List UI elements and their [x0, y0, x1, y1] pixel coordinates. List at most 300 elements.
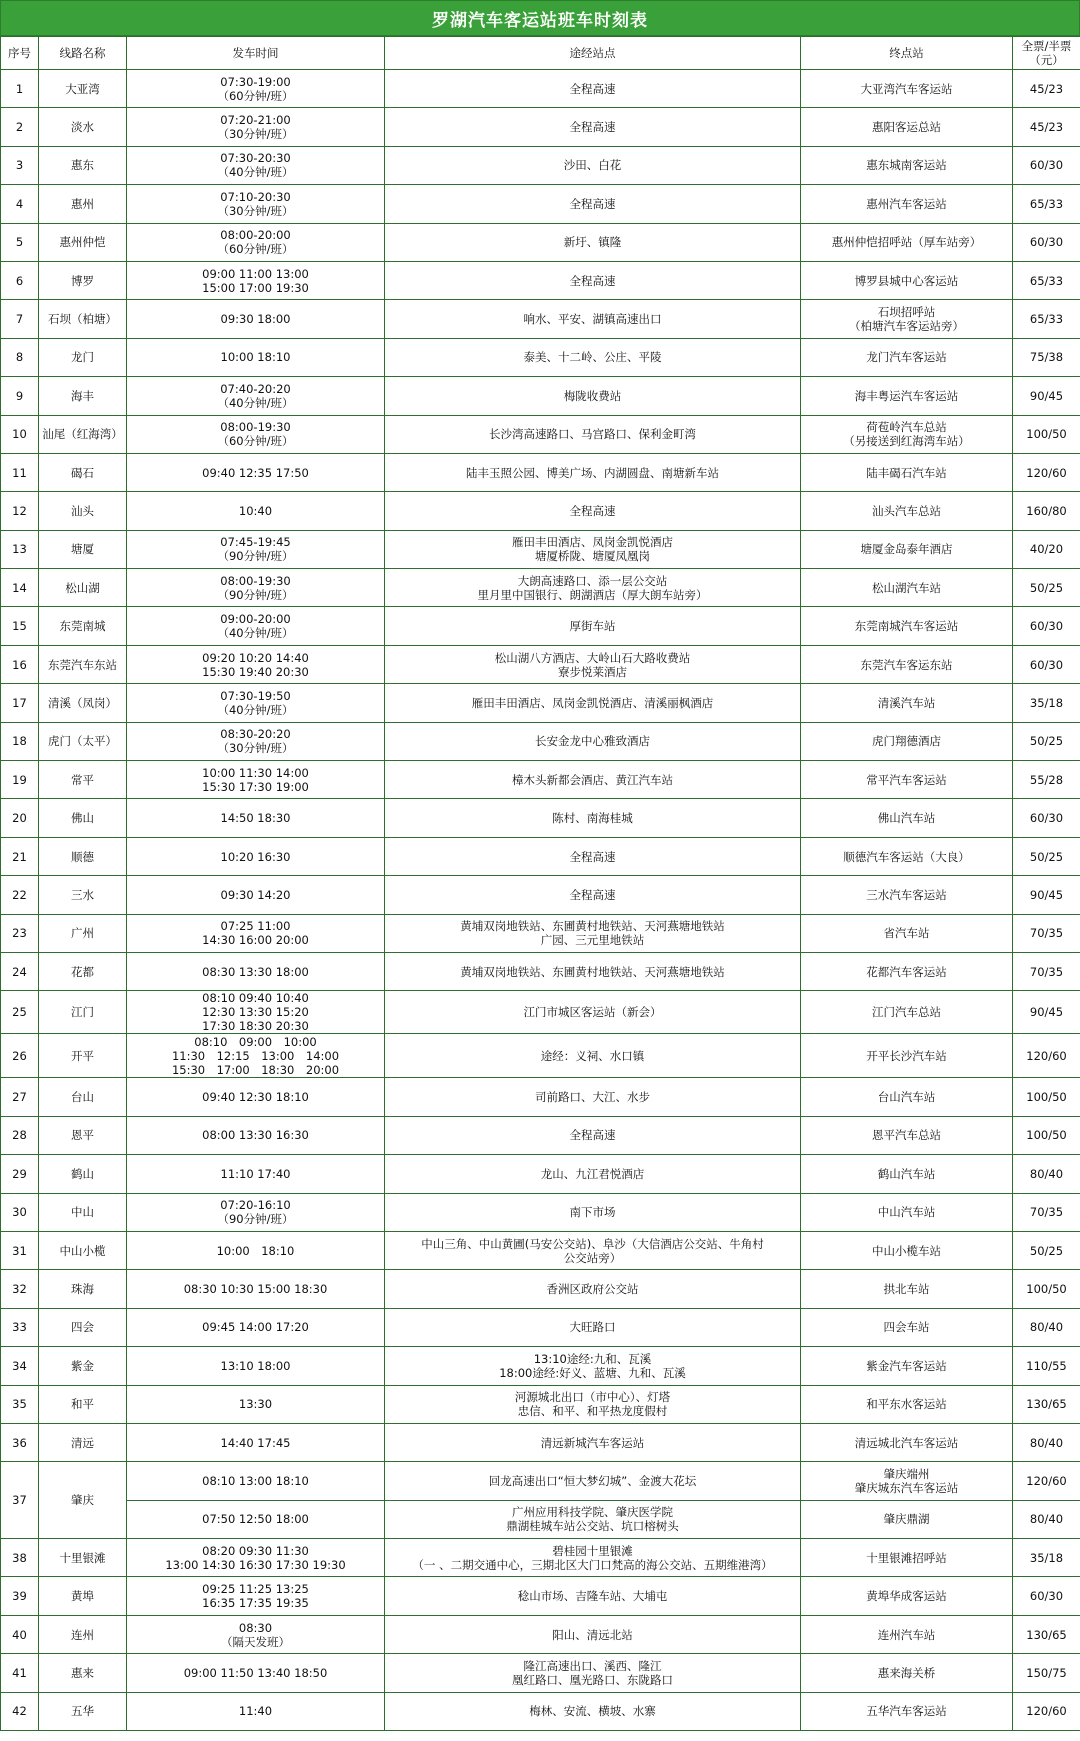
- cell-no: 30: [1, 1193, 39, 1231]
- cell-name: 十里银滩: [39, 1539, 127, 1577]
- cell-name: 大亚湾: [39, 70, 127, 108]
- table-row: [1, 377, 1080, 415]
- cell-via: 梅林、安流、横坡、水寨: [385, 1692, 801, 1730]
- cell-no: 5: [1, 223, 39, 261]
- cell-time: 07:25 11:00 14:30 16:00 20:00: [127, 914, 385, 952]
- table-row: [1, 1078, 1080, 1116]
- cell-time: 08:10 13:00 18:10: [127, 1462, 385, 1500]
- cell-name: 恩平: [39, 1116, 127, 1154]
- cell-via: 大旺路口: [385, 1308, 801, 1346]
- table-row: [1, 1654, 1080, 1692]
- cell-via: 回龙高速出口“恒大梦幻城”、金渡大花坛: [385, 1462, 801, 1500]
- cell-via: 全程高速: [385, 261, 801, 299]
- cell-fare: 110/55: [1013, 1347, 1080, 1385]
- cell-fare: 80/40: [1013, 1500, 1080, 1538]
- cell-fare: 80/40: [1013, 1423, 1080, 1461]
- cell-no: 15: [1, 607, 39, 645]
- cell-no: 33: [1, 1308, 39, 1346]
- cell-time: 09:45 14:00 17:20: [127, 1308, 385, 1346]
- cell-name: 惠州仲恺: [39, 223, 127, 261]
- cell-name: 汕头: [39, 492, 127, 530]
- cell-via: 司前路口、大江、水步: [385, 1078, 801, 1116]
- cell-name: 广州: [39, 914, 127, 952]
- cell-dest: 东莞南城汽车客运站: [801, 607, 1013, 645]
- cell-fare: 100/50: [1013, 1078, 1080, 1116]
- table-row: [1, 1423, 1080, 1461]
- cell-via: 阳山、清远北站: [385, 1615, 801, 1653]
- cell-no: 32: [1, 1270, 39, 1308]
- cell-dest: 拱北车站: [801, 1270, 1013, 1308]
- cell-dest: 省汽车站: [801, 914, 1013, 952]
- cell-via: 大朗高速路口、添一层公交站 里月里中国银行、朗湖酒店（厚大朗车站旁）: [385, 569, 801, 607]
- cell-fare: 65/33: [1013, 185, 1080, 223]
- cell-via: 陈村、南海桂城: [385, 799, 801, 837]
- cell-no: 31: [1, 1231, 39, 1269]
- cell-fare: 120/60: [1013, 1034, 1080, 1078]
- cell-dest: 博罗县城中心客运站: [801, 261, 1013, 299]
- cell-dest: 江门汽车总站: [801, 991, 1013, 1034]
- cell-via: 碧桂园十里银滩 （一 、二期交通中心，三期北区大门口梵高的海公交站、五期维港湾）: [385, 1539, 801, 1577]
- table-row: [1, 415, 1080, 453]
- cell-dest: 惠东城南客运站: [801, 146, 1013, 184]
- cell-name: 五华: [39, 1692, 127, 1730]
- cell-fare: 55/28: [1013, 761, 1080, 799]
- cell-name: 中山: [39, 1193, 127, 1231]
- cell-name: 连州: [39, 1615, 127, 1653]
- cell-time: 08:00-19:30 （60分钟/班）: [127, 415, 385, 453]
- cell-time: 09:30 18:00: [127, 300, 385, 338]
- cell-no: 26: [1, 1034, 39, 1078]
- table-row: [1, 761, 1080, 799]
- cell-fare: 60/30: [1013, 799, 1080, 837]
- cell-dest: 石坝招呼站 （柏塘汽车客运站旁）: [801, 300, 1013, 338]
- table-row: [1, 338, 1080, 376]
- cell-fare: 35/18: [1013, 1539, 1080, 1577]
- cell-name: 碣石: [39, 453, 127, 491]
- cell-fare: 40/20: [1013, 530, 1080, 568]
- cell-name: 肇庆: [39, 1462, 127, 1539]
- cell-via: 厚街车站: [385, 607, 801, 645]
- cell-dest: 惠来海关桥: [801, 1654, 1013, 1692]
- cell-time: 07:20-21:00 （30分钟/班）: [127, 108, 385, 146]
- cell-via: 泰美、十二岭、公庄、平陵: [385, 338, 801, 376]
- cell-time: 10:00 18:10: [127, 338, 385, 376]
- table-row: [1, 952, 1080, 990]
- cell-via: 樟木头新都会酒店、黄江汽车站: [385, 761, 801, 799]
- cell-fare: 65/33: [1013, 261, 1080, 299]
- cell-name: 常平: [39, 761, 127, 799]
- cell-fare: 45/23: [1013, 108, 1080, 146]
- cell-time: 07:30-19:00 （60分钟/班）: [127, 70, 385, 108]
- cell-no: 27: [1, 1078, 39, 1116]
- cell-no: 29: [1, 1155, 39, 1193]
- table-body: [1, 70, 1080, 1731]
- page-title: 罗湖汽车客运站班车时刻表: [0, 0, 1080, 36]
- table-row: [1, 530, 1080, 568]
- cell-via: 香洲区政府公交站: [385, 1270, 801, 1308]
- cell-dest: 惠阳客运总站: [801, 108, 1013, 146]
- cell-fare: 70/35: [1013, 1193, 1080, 1231]
- table-row: [1, 1692, 1080, 1730]
- cell-time: 10:20 16:30: [127, 837, 385, 875]
- cell-fare: 100/50: [1013, 1116, 1080, 1154]
- cell-name: 四会: [39, 1308, 127, 1346]
- cell-dest: 龙门汽车客运站: [801, 338, 1013, 376]
- cell-via: 雁田丰田酒店、凤岗金凯悦酒店、清溪丽枫酒店: [385, 684, 801, 722]
- cell-via: 松山湖八方酒店、大岭山石大路收费站 寮步悦莱酒店: [385, 645, 801, 683]
- cell-dest: 清远城北汽车客运站: [801, 1423, 1013, 1461]
- cell-fare: 70/35: [1013, 952, 1080, 990]
- cell-name: 松山湖: [39, 569, 127, 607]
- cell-name: 虎门（太平）: [39, 722, 127, 760]
- cell-via: 沙田、白花: [385, 146, 801, 184]
- cell-no: 36: [1, 1423, 39, 1461]
- cell-via: 黄埔双岗地铁站、东圃黄村地铁站、天河燕塘地铁站 广园、三元里地铁站: [385, 914, 801, 952]
- cell-fare: 60/30: [1013, 223, 1080, 261]
- cell-via: 江门市城区客运站（新会）: [385, 991, 801, 1034]
- cell-name: 龙门: [39, 338, 127, 376]
- header-via: 途经站点: [385, 37, 801, 70]
- cell-dest: 花都汽车客运站: [801, 952, 1013, 990]
- cell-dest: 汕头汽车总站: [801, 492, 1013, 530]
- cell-via: 稔山市场、吉隆车站、大埔屯: [385, 1577, 801, 1615]
- cell-fare: 90/45: [1013, 991, 1080, 1034]
- table-row: [1, 1539, 1080, 1577]
- cell-time: 07:40-20:20 （40分钟/班）: [127, 377, 385, 415]
- table-row: [1, 799, 1080, 837]
- cell-name: 惠东: [39, 146, 127, 184]
- cell-dest: 四会车站: [801, 1308, 1013, 1346]
- cell-no: 10: [1, 415, 39, 453]
- table-row: [1, 1193, 1080, 1231]
- cell-dest: 鹤山汽车站: [801, 1155, 1013, 1193]
- cell-via: 全程高速: [385, 70, 801, 108]
- cell-name: 中山小榄: [39, 1231, 127, 1269]
- cell-via: 龙山、九江君悦酒店: [385, 1155, 801, 1193]
- cell-name: 清远: [39, 1423, 127, 1461]
- cell-fare: 45/23: [1013, 70, 1080, 108]
- cell-via: 清远新城汽车客运站: [385, 1423, 801, 1461]
- cell-via: 黄埔双岗地铁站、东圃黄村地铁站、天河燕塘地铁站: [385, 952, 801, 990]
- cell-dest: 恩平汽车总站: [801, 1116, 1013, 1154]
- cell-dest: 塘厦金岛泰年酒店: [801, 530, 1013, 568]
- cell-name: 黄埠: [39, 1577, 127, 1615]
- cell-time: 09:30 14:20: [127, 876, 385, 914]
- cell-no: 6: [1, 261, 39, 299]
- cell-fare: 130/65: [1013, 1615, 1080, 1653]
- cell-dest: 清溪汽车站: [801, 684, 1013, 722]
- cell-dest: 十里银滩招呼站: [801, 1539, 1013, 1577]
- cell-time: 08:10 09:00 10:00 11:30 12:15 13:00 14:00 15:30 17:00 18:30 20:00: [127, 1034, 385, 1078]
- table-row: [1, 1034, 1080, 1078]
- cell-dest: 海丰粤运汽车客运站: [801, 377, 1013, 415]
- cell-fare: 50/25: [1013, 722, 1080, 760]
- cell-time: 13:30: [127, 1385, 385, 1423]
- cell-via: 雁田丰田酒店、凤岗金凯悦酒店 塘厦桥陇、塘厦凤凰岗: [385, 530, 801, 568]
- cell-no: 3: [1, 146, 39, 184]
- cell-no: 34: [1, 1347, 39, 1385]
- cell-via: 广州应用科技学院、肇庆医学院 鼎湖桂城车站公交站、坑口榕树头: [385, 1500, 801, 1538]
- cell-time: 08:00 13:30 16:30: [127, 1116, 385, 1154]
- cell-via: 全程高速: [385, 185, 801, 223]
- cell-via: 中山三角、中山黄圃(马安公交站)、阜沙（大信酒店公交站、牛角村 公交站旁）: [385, 1231, 801, 1269]
- cell-fare: 100/50: [1013, 415, 1080, 453]
- cell-dest: 三水汽车客运站: [801, 876, 1013, 914]
- cell-fare: 160/80: [1013, 492, 1080, 530]
- cell-via: 南下市场: [385, 1193, 801, 1231]
- cell-name: 台山: [39, 1078, 127, 1116]
- cell-no: 40: [1, 1615, 39, 1653]
- cell-dest: 佛山汽车站: [801, 799, 1013, 837]
- cell-fare: 60/30: [1013, 607, 1080, 645]
- cell-dest: 肇庆鼎湖: [801, 1500, 1013, 1538]
- cell-no: 39: [1, 1577, 39, 1615]
- cell-time: 08:00-20:00 （60分钟/班）: [127, 223, 385, 261]
- cell-time: 08:00-19:30 （90分钟/班）: [127, 569, 385, 607]
- cell-name: 鹤山: [39, 1155, 127, 1193]
- cell-name: 塘厦: [39, 530, 127, 568]
- cell-no: 8: [1, 338, 39, 376]
- cell-dest: 东莞汽车客运东站: [801, 645, 1013, 683]
- cell-fare: 80/40: [1013, 1155, 1080, 1193]
- table-row: [1, 1231, 1080, 1269]
- cell-name: 惠来: [39, 1654, 127, 1692]
- cell-no: 20: [1, 799, 39, 837]
- table-row: [1, 185, 1080, 223]
- cell-time: 08:10 09:40 10:40 12:30 13:30 15:20 17:30 18:30 20:30: [127, 991, 385, 1034]
- cell-fare: 70/35: [1013, 914, 1080, 952]
- cell-no: 18: [1, 722, 39, 760]
- cell-no: 12: [1, 492, 39, 530]
- cell-fare: 75/38: [1013, 338, 1080, 376]
- cell-name: 和平: [39, 1385, 127, 1423]
- cell-dest: 大亚湾汽车客运站: [801, 70, 1013, 108]
- table-row: [1, 837, 1080, 875]
- cell-no: 13: [1, 530, 39, 568]
- table-row: [1, 108, 1080, 146]
- table-row: [1, 453, 1080, 491]
- cell-via: 全程高速: [385, 108, 801, 146]
- cell-via: 陆丰玉照公园、博美广场、内湖圆盘、南塘新车站: [385, 453, 801, 491]
- cell-no: 9: [1, 377, 39, 415]
- table-row: [1, 645, 1080, 683]
- schedule-table: [0, 36, 1080, 1731]
- cell-dest: 惠州汽车客运站: [801, 185, 1013, 223]
- cell-no: 22: [1, 876, 39, 914]
- cell-dest: 惠州仲恺招呼站（厚车站旁）: [801, 223, 1013, 261]
- cell-no: 4: [1, 185, 39, 223]
- cell-fare: 60/30: [1013, 146, 1080, 184]
- header-fare: 全票/半票 （元）: [1013, 37, 1080, 70]
- table-row: [1, 876, 1080, 914]
- cell-fare: 50/25: [1013, 837, 1080, 875]
- cell-name: 东莞南城: [39, 607, 127, 645]
- cell-no: 35: [1, 1385, 39, 1423]
- cell-time: 08:30-20:20 （30分钟/班）: [127, 722, 385, 760]
- cell-no: 37: [1, 1462, 39, 1539]
- table-row: [1, 569, 1080, 607]
- header-time: 发车时间: [127, 37, 385, 70]
- cell-time: 08:20 09:30 11:30 13:00 14:30 16:30 17:30 19:30: [127, 1539, 385, 1577]
- table-row: [1, 1270, 1080, 1308]
- cell-no: 41: [1, 1654, 39, 1692]
- cell-time: 09:25 11:25 13:25 16:35 17:35 19:35: [127, 1577, 385, 1615]
- cell-name: 博罗: [39, 261, 127, 299]
- cell-time: 10:40: [127, 492, 385, 530]
- cell-no: 1: [1, 70, 39, 108]
- cell-name: 海丰: [39, 377, 127, 415]
- cell-time: 09:40 12:30 18:10: [127, 1078, 385, 1116]
- cell-name: 石坝（柏塘）: [39, 300, 127, 338]
- cell-no: 17: [1, 684, 39, 722]
- cell-name: 惠州: [39, 185, 127, 223]
- table-row: [1, 223, 1080, 261]
- table-row: [1, 1308, 1080, 1346]
- table-row: [1, 991, 1080, 1034]
- cell-no: 14: [1, 569, 39, 607]
- cell-name: 江门: [39, 991, 127, 1034]
- cell-dest: 陆丰碣石汽车站: [801, 453, 1013, 491]
- cell-fare: 100/50: [1013, 1270, 1080, 1308]
- cell-fare: 60/30: [1013, 645, 1080, 683]
- cell-time: 09:20 10:20 14:40 15:30 19:40 20:30: [127, 645, 385, 683]
- cell-time: 11:10 17:40: [127, 1155, 385, 1193]
- table-row: [1, 722, 1080, 760]
- cell-time: 08:30 13:30 18:00: [127, 952, 385, 990]
- table-row: [1, 70, 1080, 108]
- cell-dest: 常平汽车客运站: [801, 761, 1013, 799]
- cell-dest: 黄埠华成客运站: [801, 1577, 1013, 1615]
- cell-dest: 开平长沙汽车站: [801, 1034, 1013, 1078]
- cell-dest: 和平东水客运站: [801, 1385, 1013, 1423]
- cell-fare: 80/40: [1013, 1308, 1080, 1346]
- header-dest: 终点站: [801, 37, 1013, 70]
- header-name: 线路名称: [39, 37, 127, 70]
- cell-no: 11: [1, 453, 39, 491]
- cell-name: 紫金: [39, 1347, 127, 1385]
- table-row: [1, 1347, 1080, 1385]
- cell-via: 途经：义祠、水口镇: [385, 1034, 801, 1078]
- cell-no: 7: [1, 300, 39, 338]
- table-row: [1, 146, 1080, 184]
- cell-via: 隆江高速出口、溪西、隆江 凰红路口、凰光路口、东陇路口: [385, 1654, 801, 1692]
- table-row: [1, 300, 1080, 338]
- cell-time: 09:00-20:00 （40分钟/班）: [127, 607, 385, 645]
- cell-via: 全程高速: [385, 492, 801, 530]
- table-row: [1, 261, 1080, 299]
- cell-dest: 虎门翔德酒店: [801, 722, 1013, 760]
- cell-name: 珠海: [39, 1270, 127, 1308]
- cell-no: 21: [1, 837, 39, 875]
- cell-dest: 中山小榄车站: [801, 1231, 1013, 1269]
- cell-fare: 120/60: [1013, 1692, 1080, 1730]
- cell-via: 全程高速: [385, 876, 801, 914]
- cell-no: 42: [1, 1692, 39, 1730]
- cell-name: 三水: [39, 876, 127, 914]
- cell-dest: 五华汽车客运站: [801, 1692, 1013, 1730]
- cell-fare: 65/33: [1013, 300, 1080, 338]
- cell-fare: 130/65: [1013, 1385, 1080, 1423]
- table-row: [1, 492, 1080, 530]
- cell-via: 13:10途经:九和、瓦溪 18:00途经:好义、蓝塘、九和、瓦溪: [385, 1347, 801, 1385]
- cell-no: 24: [1, 952, 39, 990]
- header-no: 序号: [1, 37, 39, 70]
- table-row: [1, 1577, 1080, 1615]
- table-row: [1, 1116, 1080, 1154]
- cell-fare: 60/30: [1013, 1577, 1080, 1615]
- cell-fare: 35/18: [1013, 684, 1080, 722]
- cell-name: 清溪（凤岗）: [39, 684, 127, 722]
- table-row: [1, 607, 1080, 645]
- table-row: [1, 684, 1080, 722]
- cell-fare: 50/25: [1013, 1231, 1080, 1269]
- cell-time: 10:00 18:10: [127, 1231, 385, 1269]
- cell-time: 09:00 11:50 13:40 18:50: [127, 1654, 385, 1692]
- cell-no: 23: [1, 914, 39, 952]
- cell-name: 顺德: [39, 837, 127, 875]
- cell-name: 开平: [39, 1034, 127, 1078]
- cell-dest: 荷苞岭汽车总站 （另接送到红海湾车站）: [801, 415, 1013, 453]
- cell-via: 新圩、镇隆: [385, 223, 801, 261]
- cell-no: 28: [1, 1116, 39, 1154]
- cell-dest: 台山汽车站: [801, 1078, 1013, 1116]
- cell-dest: 中山汽车站: [801, 1193, 1013, 1231]
- cell-fare: 120/60: [1013, 453, 1080, 491]
- header-row: [1, 37, 1080, 70]
- cell-dest: 肇庆端州 肇庆城东汽车客运站: [801, 1462, 1013, 1500]
- cell-no: 2: [1, 108, 39, 146]
- table-row: [1, 1615, 1080, 1653]
- table-row: [1, 1155, 1080, 1193]
- cell-fare: 120/60: [1013, 1462, 1080, 1500]
- cell-via: 全程高速: [385, 1116, 801, 1154]
- cell-time: 08:30 10:30 15:00 18:30: [127, 1270, 385, 1308]
- cell-dest: 顺德汽车客运站（大良）: [801, 837, 1013, 875]
- cell-time: 07:30-20:30 （40分钟/班）: [127, 146, 385, 184]
- cell-via: 长沙湾高速路口、马宫路口、保利金町湾: [385, 415, 801, 453]
- cell-time: 07:50 12:50 18:00: [127, 1500, 385, 1538]
- cell-name: 佛山: [39, 799, 127, 837]
- cell-time: 13:10 18:00: [127, 1347, 385, 1385]
- cell-name: 花都: [39, 952, 127, 990]
- cell-no: 38: [1, 1539, 39, 1577]
- table-row: [1, 914, 1080, 952]
- cell-time: 07:10-20:30 （30分钟/班）: [127, 185, 385, 223]
- cell-dest: 连州汽车站: [801, 1615, 1013, 1653]
- cell-time: 14:40 17:45: [127, 1423, 385, 1461]
- cell-time: 10:00 11:30 14:00 15:30 17:30 19:00: [127, 761, 385, 799]
- cell-time: 09:40 12:35 17:50: [127, 453, 385, 491]
- cell-dest: 紫金汽车客运站: [801, 1347, 1013, 1385]
- cell-name: 东莞汽车东站: [39, 645, 127, 683]
- cell-fare: 150/75: [1013, 1654, 1080, 1692]
- cell-no: 16: [1, 645, 39, 683]
- table-row: [1, 1385, 1080, 1423]
- cell-time: 08:30 （隔天发班）: [127, 1615, 385, 1653]
- cell-time: 07:20-16:10 （90分钟/班）: [127, 1193, 385, 1231]
- cell-name: 汕尾（红海湾）: [39, 415, 127, 453]
- cell-fare: 90/45: [1013, 377, 1080, 415]
- cell-via: 全程高速: [385, 837, 801, 875]
- table-row: [1, 1500, 1080, 1538]
- cell-via: 河源城北出口（市中心）、灯塔 忠信、和平、和平热龙度假村: [385, 1385, 801, 1423]
- cell-time: 09:00 11:00 13:00 15:00 17:00 19:30: [127, 261, 385, 299]
- cell-name: 淡水: [39, 108, 127, 146]
- cell-no: 19: [1, 761, 39, 799]
- cell-time: 14:50 18:30: [127, 799, 385, 837]
- cell-no: 25: [1, 991, 39, 1034]
- cell-time: 07:45-19:45 （90分钟/班）: [127, 530, 385, 568]
